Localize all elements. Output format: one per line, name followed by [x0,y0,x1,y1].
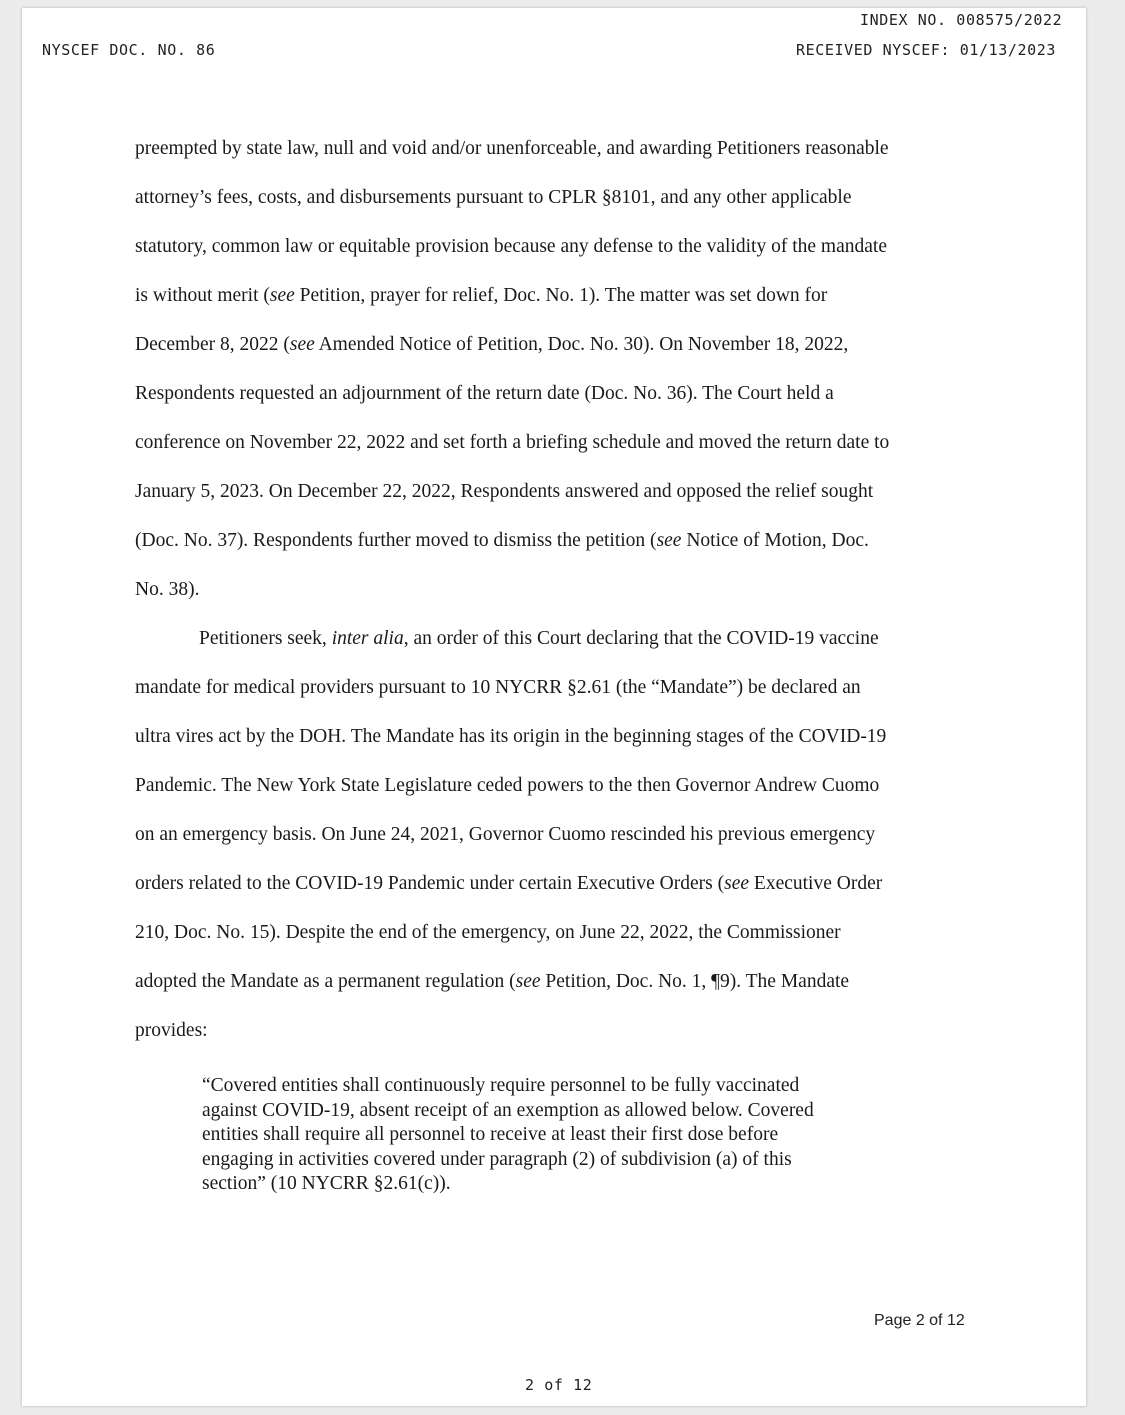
block-quote-regulation [202,1074,892,1197]
nyscef-doc-number: NYSCEF DOC. NO. 86 [42,41,216,59]
text-line: attorney’s fees, costs, and disbursements pursuant to CPLR §8101, and any other applicable [135,187,852,208]
quote-line: engaging in activities covered under paragraph (2) of subdivision (a) of this [202,1148,792,1170]
page-label: Page 2 of 12 [874,1312,965,1329]
quote-line: “Covered entities shall continuously require personnel to be fully vaccinated [202,1075,800,1096]
text-line: Petitioners seek, inter alia, an order of this Court declaring that the COVID-19 vaccine [199,628,879,649]
text-line: adopted the Mandate as a permanent regulation (see Petition, Doc. No. 1, ¶9). The Mandate [135,971,850,992]
text-line: preempted by state law, null and void and/or unenforceable, and awarding Petitioners reasonable [135,138,889,159]
quote-line: against COVID-19, absent receipt of an exemption as allowed below. Covered [202,1099,814,1121]
text-line: No. 38). [135,579,200,600]
text-line: on an emergency basis. On June 24, 2021, Governor Cuomo rescinded his previous emergency [135,824,876,845]
text-line: orders related to the COVID-19 Pandemic under certain Executive Orders (see Executive Order [135,873,883,894]
quote-line: entities shall require all personnel to receive at least their first dose before [202,1124,779,1145]
text-line: ultra vires act by the DOH. The Mandate has its origin in the beginning stages of the COVID-19 [135,726,887,747]
quote-line: section” (10 NYCRR §2.61(c)). [202,1173,451,1194]
text-line: mandate for medical providers pursuant to 10 NYCRR §2.61 (the “Mandate”) be declared an [135,677,861,698]
page-counter: 2 of 12 [525,1376,593,1394]
text-line: conference on November 22, 2022 and set forth a briefing schedule and moved the return date to [135,432,890,453]
received-date: RECEIVED NYSCEF: 01/13/2023 [796,41,1057,59]
text-line: Pandemic. The New York State Legislature ceded powers to the then Governor Andrew Cuomo [135,775,880,796]
text-line: December 8, 2022 (see Amended Notice of Petition, Doc. No. 30). On November 18, 2022, [135,334,849,355]
text-line: 210, Doc. No. 15). Despite the end of the emergency, on June 22, 2022, the Commissioner [135,922,841,943]
text-line: statutory, common law or equitable provision because any defense to the validity of the mandate [135,236,887,257]
text-line: January 5, 2023. On December 22, 2022, Respondents answered and opposed the relief sought [135,481,874,502]
document-page [22,8,1086,1406]
text-line: Respondents requested an adjournment of the return date (Doc. No. 36). The Court held a [135,383,834,404]
index-number: INDEX NO. 008575/2022 [860,11,1063,29]
text-line: provides: [135,1020,208,1041]
text-line: (Doc. No. 37). Respondents further moved to dismiss the petition (see Notice of Motion, Doc. [135,530,869,551]
text-line: is without merit (see Petition, prayer for relief, Doc. No. 1). The matter was set down for [135,285,828,306]
